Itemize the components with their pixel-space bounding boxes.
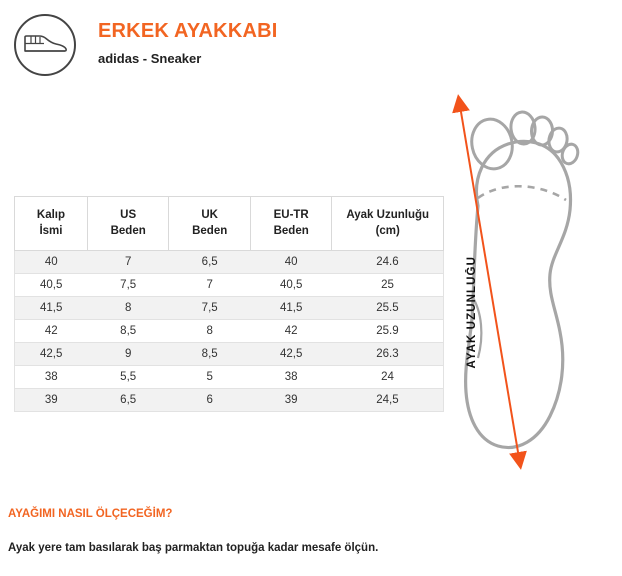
table-row bbox=[15, 366, 444, 389]
cell-uk: 6,5 bbox=[169, 251, 251, 274]
cell-kalip: 41,5 bbox=[15, 297, 88, 320]
column-header-line2: Beden bbox=[110, 224, 146, 237]
table-row bbox=[15, 389, 444, 412]
footprint-icon bbox=[422, 86, 602, 496]
table-row bbox=[15, 343, 444, 366]
cell-kalip: 40 bbox=[15, 251, 88, 274]
column-header-line2: (cm) bbox=[375, 224, 400, 237]
cell-us: 9 bbox=[87, 343, 169, 366]
cell-uk: 5 bbox=[169, 366, 251, 389]
cell-uk: 7 bbox=[169, 274, 251, 297]
cell-us: 5,5 bbox=[87, 366, 169, 389]
foot-measurement-diagram bbox=[422, 86, 602, 496]
column-header-line1: Ayak Uzunluğu bbox=[346, 209, 430, 221]
column-header-line1: UK bbox=[201, 209, 218, 221]
table-header-row bbox=[15, 197, 444, 251]
cell-us: 7 bbox=[87, 251, 169, 274]
cell-kalip: 42 bbox=[15, 320, 88, 343]
cell-kalip: 42,5 bbox=[15, 343, 88, 366]
cell-eutr: 42,5 bbox=[250, 343, 332, 366]
column-header-line2: Beden bbox=[192, 224, 228, 237]
table-row bbox=[15, 297, 444, 320]
cell-us: 7,5 bbox=[87, 274, 169, 297]
table-row bbox=[15, 320, 444, 343]
cell-eutr: 40 bbox=[250, 251, 332, 274]
column-header-uk bbox=[169, 197, 251, 251]
column-header-eutr bbox=[250, 197, 332, 251]
column-header-line1: US bbox=[120, 209, 137, 221]
page-title: ERKEK AYAKKABI bbox=[98, 20, 278, 42]
cell-uk: 6 bbox=[169, 389, 251, 412]
measure-answer: Ayak yere tam basılarak baş parmaktan topuğa kadar mesafe ölçün. bbox=[8, 542, 379, 554]
column-header-line2: Beden bbox=[273, 224, 309, 237]
cell-eutr: 41,5 bbox=[250, 297, 332, 320]
cell-length: 25.9 bbox=[332, 320, 444, 343]
cell-length: 24 bbox=[332, 366, 444, 389]
column-header-line2: İsmi bbox=[39, 224, 63, 237]
shoe-logo bbox=[14, 14, 76, 76]
foot-length-label: AYAK UZUNLUĞU bbox=[466, 256, 478, 369]
cell-us: 6,5 bbox=[87, 389, 169, 412]
cell-uk: 8 bbox=[169, 320, 251, 343]
column-header-line1: EU-TR bbox=[273, 209, 309, 221]
cell-length: 24.6 bbox=[332, 251, 444, 274]
column-header-us bbox=[87, 197, 169, 251]
cell-length: 24,5 bbox=[332, 389, 444, 412]
cell-eutr: 39 bbox=[250, 389, 332, 412]
header-text-block bbox=[98, 14, 278, 66]
cell-eutr: 40,5 bbox=[250, 274, 332, 297]
cell-length: 26.3 bbox=[332, 343, 444, 366]
cell-length: 25.5 bbox=[332, 297, 444, 320]
size-table-container bbox=[14, 196, 444, 412]
page-subtitle: adidas - Sneaker bbox=[98, 51, 202, 66]
cell-kalip: 40,5 bbox=[15, 274, 88, 297]
page-header bbox=[0, 0, 622, 76]
cell-eutr: 42 bbox=[250, 320, 332, 343]
cell-kalip: 39 bbox=[15, 389, 88, 412]
table-row bbox=[15, 251, 444, 274]
measure-instructions bbox=[8, 508, 608, 554]
measure-question: AYAĞIMI NASIL ÖLÇECEĞİM? bbox=[8, 508, 173, 520]
table-row bbox=[15, 274, 444, 297]
cell-eutr: 38 bbox=[250, 366, 332, 389]
column-header-kalip bbox=[15, 197, 88, 251]
cell-us: 8,5 bbox=[87, 320, 169, 343]
cell-kalip: 38 bbox=[15, 366, 88, 389]
column-header-line1: Kalıp bbox=[36, 209, 66, 221]
cell-us: 8 bbox=[87, 297, 169, 320]
cell-length: 25 bbox=[332, 274, 444, 297]
cell-uk: 7,5 bbox=[169, 297, 251, 320]
cell-uk: 8,5 bbox=[169, 343, 251, 366]
size-table bbox=[14, 196, 444, 412]
shoe-icon bbox=[22, 31, 68, 59]
